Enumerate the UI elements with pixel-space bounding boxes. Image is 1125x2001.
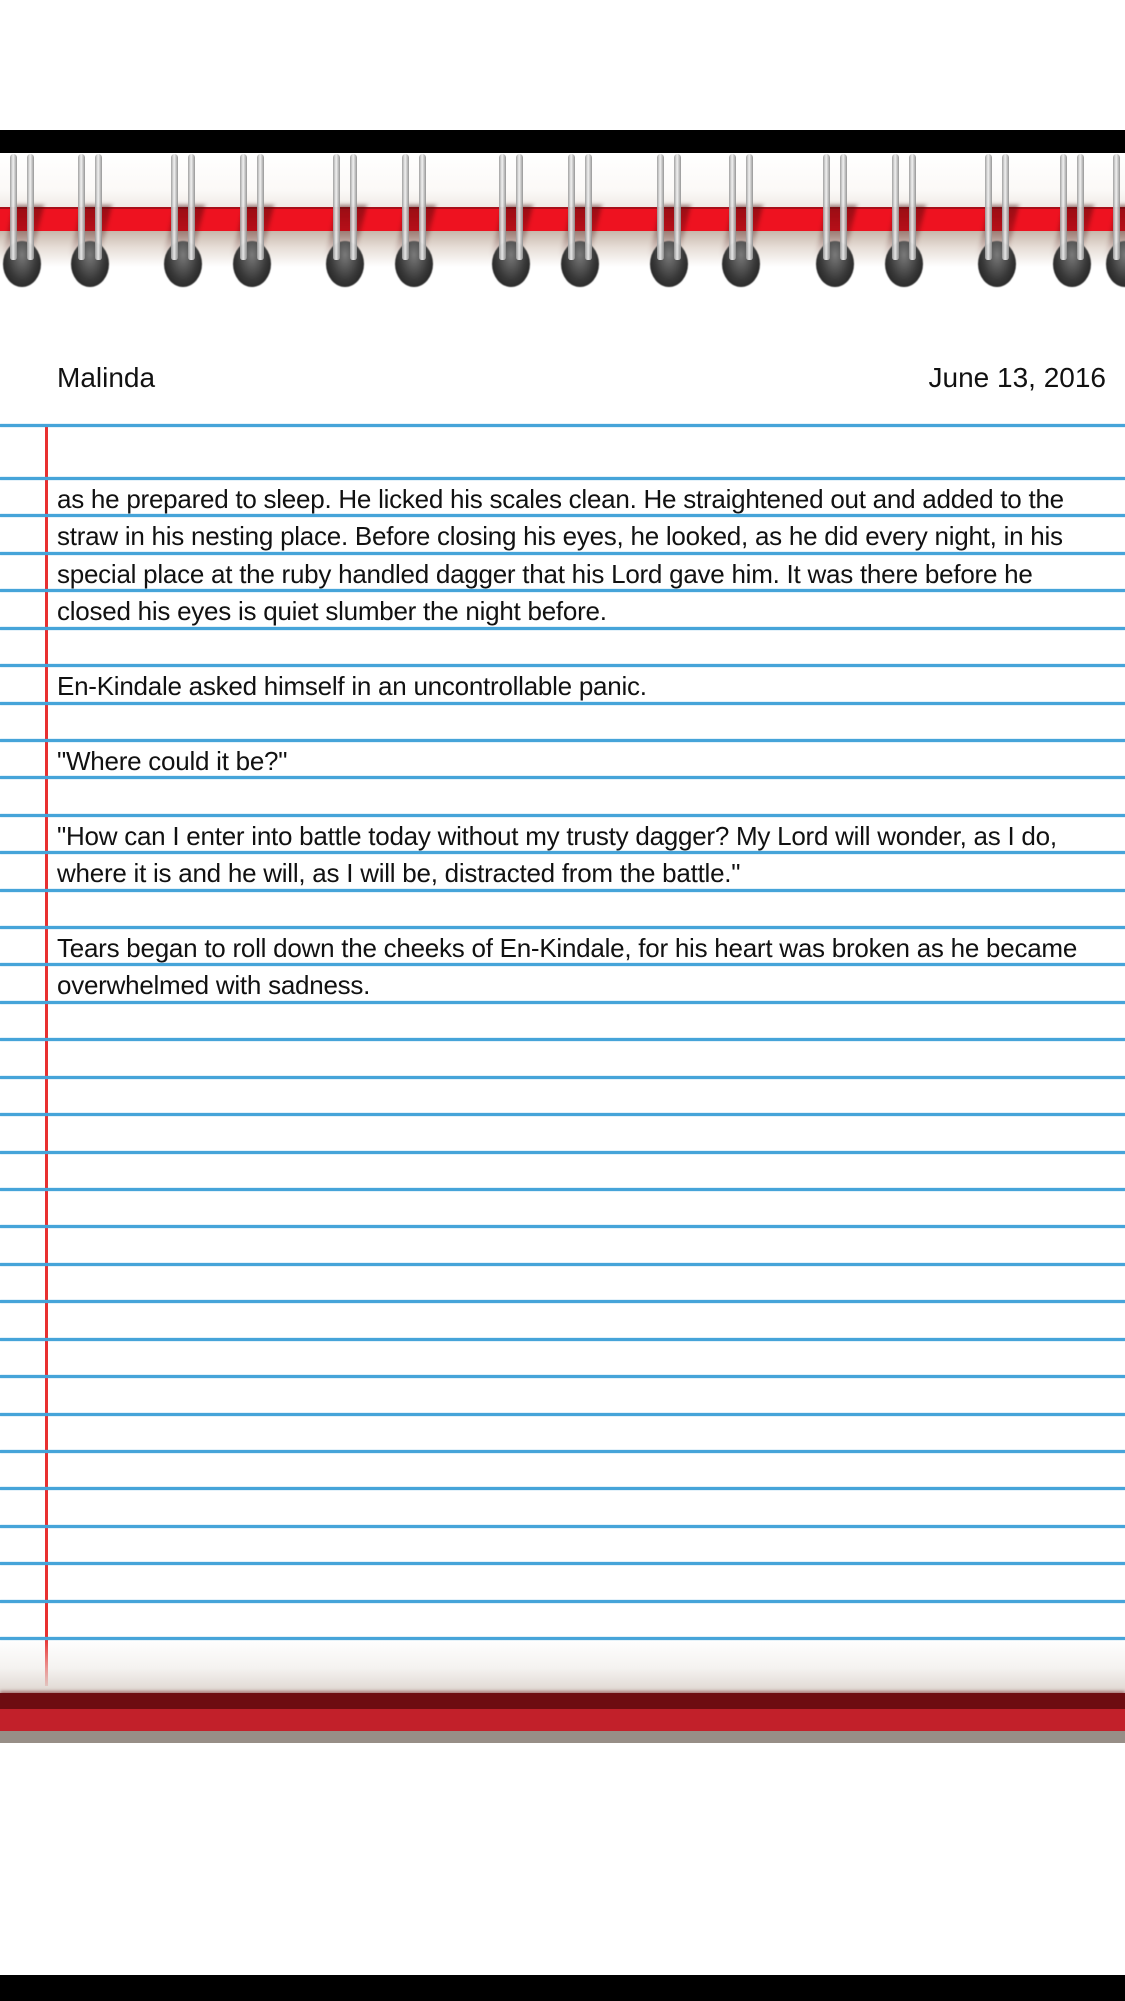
note-text[interactable] <box>57 481 1109 1005</box>
rule-line <box>0 1487 1125 1490</box>
spiral-ring-ball <box>492 241 530 287</box>
note-text-line: special place at the ruby handled dagger that his Lord gave him. It was there before he <box>57 558 1033 589</box>
rule-line <box>0 1525 1125 1528</box>
spiral-ring-wire <box>95 154 102 260</box>
rule-line <box>0 1450 1125 1453</box>
spiral-ring-wire <box>729 154 736 260</box>
note-text-line: straw in his nesting place. Before closing his eyes, he looked, as he did every night, in his <box>57 521 1063 552</box>
margin-line <box>45 426 48 1686</box>
rule-line <box>0 1113 1125 1116</box>
note-text-line: "Where could it be?" <box>57 745 288 776</box>
note-text-line: overwhelmed with sadness. <box>57 970 371 1001</box>
spiral-ring-wire <box>27 154 34 260</box>
spiral-ring-wire <box>78 154 85 260</box>
spiral-ring-ball <box>164 241 202 287</box>
note-text-line: closed his eyes is quiet slumber the night before. <box>57 596 607 627</box>
spiral-ring-wire <box>985 154 992 260</box>
spiral-ring-ball <box>1053 241 1091 287</box>
spiral-ring-wire <box>674 154 681 260</box>
spiral-ring-wire <box>1077 154 1084 260</box>
note-text-line <box>57 631 1109 668</box>
rule-line <box>0 1600 1125 1603</box>
page-header <box>57 358 1106 398</box>
spiral-ring-ball <box>722 241 760 287</box>
spiral-ring-wire <box>568 154 575 260</box>
spiral-ring-wire <box>499 154 506 260</box>
spiral-ring-wire <box>333 154 340 260</box>
rule-line <box>0 1263 1125 1266</box>
date-label: June 13, 2016 <box>928 362 1106 393</box>
rule-line <box>0 1562 1125 1565</box>
note-text-line <box>57 705 1109 742</box>
rule-line <box>0 1188 1125 1191</box>
spiral-ring-wire <box>350 154 357 260</box>
rule-line <box>0 477 1125 480</box>
spiral-ring-wire <box>892 154 899 260</box>
rule-line <box>0 1225 1125 1228</box>
spiral-ring-wire <box>257 154 264 260</box>
spiral-ring-ball <box>885 241 923 287</box>
rule-line <box>0 1076 1125 1079</box>
spiral-ring-ball <box>816 241 854 287</box>
note-text-line: Tears began to roll down the cheeks of En-Kindale, for his heart was broken as he became <box>57 932 1078 963</box>
note-text-line: where it is and he will, as I will be, distracted from the battle." <box>57 858 741 889</box>
spiral-ring-wire <box>402 154 409 260</box>
spiral-ring-ball <box>650 241 688 287</box>
note-text-line: "How can I enter into battle today without my trusty dagger? My Lord will wonder, as I do, <box>57 820 1057 851</box>
author-label: Malinda <box>57 362 156 393</box>
note-text-line: En-Kindale asked himself in an uncontrollable panic. <box>57 671 647 702</box>
bottom-black-bar <box>0 1975 1125 2001</box>
spiral-ring-wire <box>823 154 830 260</box>
spiral-ring-wire <box>909 154 916 260</box>
spiral-ring-wire <box>419 154 426 260</box>
spiral-ring-wire <box>840 154 847 260</box>
spiral-ring-ball <box>978 241 1016 287</box>
spiral-ring-wire <box>240 154 247 260</box>
spiral-ring-wire <box>657 154 664 260</box>
page-bottom-shadow <box>0 1638 1125 1693</box>
spiral-ring-wire <box>10 154 17 260</box>
spiral-ring-wire <box>1113 154 1120 260</box>
binding-background <box>0 153 1125 207</box>
spiral-ring-wire <box>1002 154 1009 260</box>
spiral-ring-wire <box>171 154 178 260</box>
cover-red-bar <box>0 1709 1125 1731</box>
rule-line <box>0 1413 1125 1416</box>
cover-maroon-bar <box>0 1693 1125 1709</box>
rule-line <box>0 1151 1125 1154</box>
note-text-line <box>57 892 1109 929</box>
spiral-ring-wire <box>585 154 592 260</box>
note-text-line <box>57 780 1109 817</box>
rule-line <box>0 1038 1125 1041</box>
rule-line <box>0 1338 1125 1341</box>
spiral-ring-wire <box>188 154 195 260</box>
spiral-ring-ball <box>3 241 41 287</box>
spiral-ring-ball <box>395 241 433 287</box>
rule-line <box>0 424 1125 427</box>
note-editor[interactable] <box>0 420 1125 1665</box>
spiral-ring-ball <box>71 241 109 287</box>
note-text-line: as he prepared to sleep. He licked his scales clean. He straightened out and added to the <box>57 484 1064 514</box>
notebook-cover-top-bar <box>0 130 1125 153</box>
spiral-ring-ball <box>561 241 599 287</box>
rule-line <box>0 1300 1125 1303</box>
spiral-ring-wire <box>746 154 753 260</box>
spiral-ring-wire <box>516 154 523 260</box>
spiral-ring-ball <box>233 241 271 287</box>
rule-line <box>0 1375 1125 1378</box>
spiral-ring-wire <box>1060 154 1067 260</box>
cover-gray-bar <box>0 1731 1125 1743</box>
spiral-binding <box>0 153 1125 288</box>
spiral-ring-ball <box>326 241 364 287</box>
